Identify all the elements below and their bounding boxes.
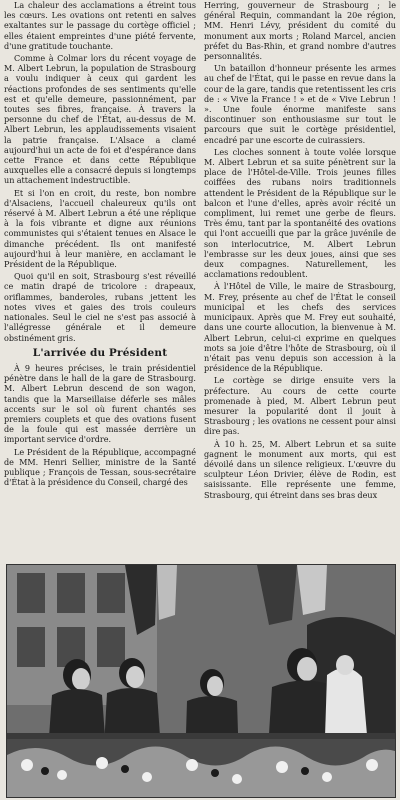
paragraph: La chaleur des acclamations a étreint tous les cœurs. Les ovations ont retenti en salves exaltantes sur le passage du cortège officiel ; elles étaient empreintes d'une piété fervente, d'une gratitude touchante. — [4, 0, 196, 51]
section-heading: L'arrivée du Président — [32, 346, 168, 359]
paragraph: Comme à Colmar lors du récent voyage de M. Albert Lebrun, la population de Strasbourg a voulu indiquer à ceux qui gardent les réactions profondes de ses sentiments qu'elle est et qu'elle demeure, passionnément, par toutes ses fibres, française. À travers la personne du chef de l'État, au-dessus de M. Albert Lebrun, les applaudissements visaient la patrie française. L'Alsace a clamé aujourd'hui un acte de foi et d'espérance dans cette France et dans cette République auxquelles elle a consacré depuis si longtemps un attachement indestructible. — [4, 53, 196, 186]
right-column — [204, 0, 396, 562]
paragraph: Les cloches sonnent à toute volée lorsque M. Albert Lebrun et sa suite pénètrent sur la place de l'Hôtel-de-Ville. Trois jeunes filles coiffées des rubans noirs traditionnels attendent le Président de la République sur le balcon et l'une d'elles, après avoir récité un compliment, lui remet une gerbe de fleurs. Très ému, tant par la spontanéité des ovations qui l'ont accueilli que par la grâce juvénile de son interlocutrice, M. Albert Lebrun l'embrasse sur les deux joues, ainsi que ses deux compagnes. Naturellement, les acclamations redoublent. — [204, 146, 396, 280]
girl-head — [336, 655, 354, 675]
paragraph: Un bataillon d'honneur présente les armes au chef de l'État, qui le passe en revue dans la cour de la gare, tandis que retentissent les cris de : « Vive la France ! » et de « Vive Lebrun ! ». Une foule énorme manifeste sans discontinuer son enthousiasme sur tout le parcours que suit le cortège présidentiel, encadré par une escorte de cuirassiers. — [204, 63, 396, 145]
girl-figure — [325, 668, 367, 737]
paragraph: À 10 h. 25, M. Albert Lebrun et sa suite gagnent le monument aux morts, qui est dévoilé dans un silence religieux. L'œuvre du sculpteur Léon Drivier, élève de Rodin, est saisissante. Elle représente une femme, Strasbourg, qui étreint dans ses bras deux — [204, 438, 396, 500]
balcony-railing — [7, 733, 395, 739]
flag-drape — [157, 565, 177, 620]
paragraph: À 9 heures précises, le train présidentiel pénètre dans le hall de la gare de Strasbourg. M. Albert Lebrun descend de son wagon, tandis que la Marseillaise déferle ses mâles accents sur le sol où furent chantés ses premiers couplets et que des ovations fusent de la foule qui est massée derrière un important service d'ordre. — [4, 362, 196, 445]
paragraph: Quoi qu'il en soit, Strasbourg s'est réveillé ce matin drapé de tricolore : drapeaux, oriflammes, banderoles, rubans jettent les notes vives et gaies des trois couleurs nationales. Seul le ciel ne s'est pas associé à l'allégresse générale et il demeure obstinément gris. — [4, 271, 196, 343]
paragraph: Et si l'on en croit, du reste, bon nombre d'Alsaciens, l'accueil chaleureux qu'ils ont réservé à M. Albert Lebrun a été une réplique à la fois vibrante et digne aux réunions communistes qui s'étaient tenues en Alsace le dimanche précédent. Ils ont manifesté aujourd'hui à leur manière, en acclamant le Président de la République. — [4, 187, 196, 270]
left-column — [4, 0, 196, 562]
paragraph: Le cortège se dirige ensuite vers la préfecture. Au cours de cette courte promenade à pied, M. Albert Lebrun peut mesurer la popularité dont il jouit à Strasbourg ; les ovations ne cessent pour ainsi dire pas. — [204, 375, 396, 437]
news-photograph — [6, 564, 396, 798]
article-text — [4, 0, 396, 562]
paragraph: Herring, gouverneur de Strasbourg ; le général Requin, commandant la 20e région, MM. Henri Lévy, président du comité du monument aux morts ; Roland Marcel, ancien préfet du Bas-Rhin, et grand nombre d'autres personnalités. — [204, 0, 396, 62]
paragraph: Le Président de la République, accompagné de MM. Henri Sellier, ministre de la Santé publique ; François de Tessan, sous-secrétaire d'État à la présidence du Conseil, chargé des — [4, 446, 196, 488]
paragraph: À l'Hôtel de Ville, le maire de Strasbourg, M. Frey, présente au chef de l'État le conseil municipal et les chefs des services municipaux. Après que M. Frey eut souhaité, dans une courte allocution, la bienvenue à M. Albert Lebrun, celui-ci exprime en quelques mots sa joie d'être l'hôte de Strasbourg, où il n'était pas venu depuis son accession à la présidence de la République. — [204, 281, 396, 374]
photo-illustration — [7, 565, 395, 797]
